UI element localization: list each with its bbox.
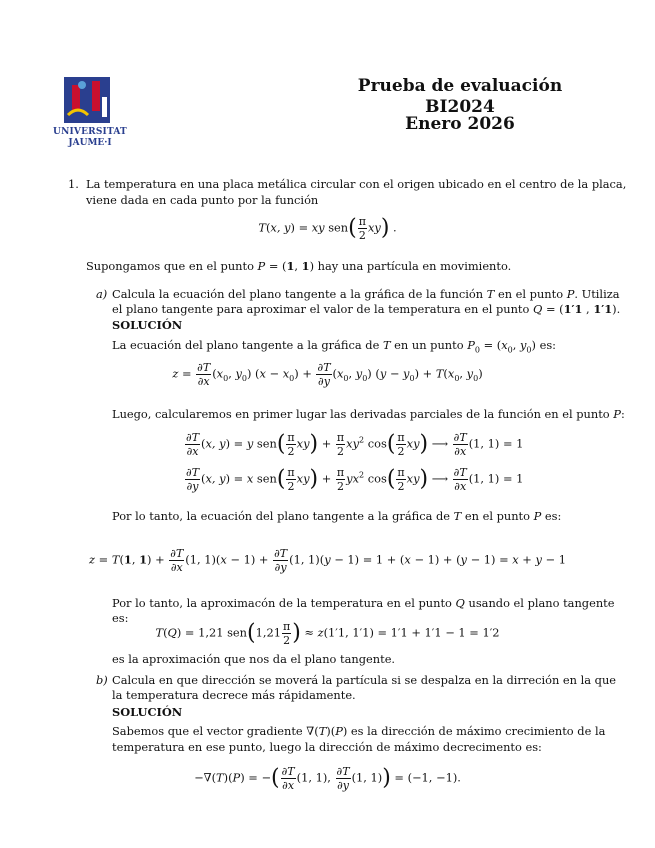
university-emblem-icon [52, 75, 128, 127]
part-a-solution-line3: Por lo tanto, la ecuación del plano tangente a la gráfica de T en el punto P es: [112, 509, 562, 523]
approximation-equation: T(Q) = 1,21 sen(1,21 $\frac{\pi}{2}$ ) ≈ z(1′1, 1′1) = 1′1 + 1′1 − 1 = 1′2 [155, 620, 500, 647]
part-a-solution-line4: Por lo tanto, la aproximacón de la temperatura en el punto Q usando el plano tangente [112, 596, 615, 610]
part-b-solution-line2: temperatura en ese punto, luego la dirección de máximo decrecimento es: [112, 740, 542, 754]
temperature-function-equation: T(x, y) = xy sen( $\frac{\pi}{2}$ xy) . [258, 215, 397, 242]
logo-text-2: JAUME·I [68, 138, 112, 148]
part-a-solution-line5: es la aproximación que nos da el plano tangente. [112, 652, 396, 666]
problem-intro-line2: viene dada en cada punto por la función [86, 193, 319, 207]
exam-date: Enero 2026 [405, 114, 515, 134]
part-a-line2: el plano tangente para aproximar el valor de la temperatura en el punto Q = (1′1 , 1′1). [112, 302, 621, 316]
part-a-label: a) [96, 287, 108, 301]
tangent-plane-at-p-equation: z = T(1, 1) + $\frac{\partial T}{\partial x}$ (1, 1)(x − 1) + $\frac{\partial T}{\partial y}$ (1, 1)(y − 1) = 1 + (x − 1) + (y − 1) = x + y − 1 [89, 547, 566, 574]
part-b-line2: la temperatura decrece más rápidamente. [112, 688, 356, 702]
partial-derivative-y-equation: $\frac{\partial T}{\partial y}$ (x, y) = x sen( $\frac{\pi}{2}$ xy) + $\frac{\pi}{2}$ $yx^2$ cos( $\frac{\pi}{2}$ xy) ⟶ $\frac{\partial T}{\partial x}$ (1, 1) = 1 [186, 466, 524, 493]
part-a-line1: Calcula la ecuación del plano tangente a la gráfica de la función T en el punto P. Utiliza [112, 287, 620, 301]
part-b-solution-line1: Sabemos que el vector gradiente ∇(T)(P) es la dirección de máximo crecimiento de la [112, 724, 606, 738]
part-a-solution-heading: SOLUCIÓN [112, 318, 183, 332]
logo-text-1: UNIVERSITAT [53, 127, 127, 137]
suppose-line: Supongamos que en el punto P = (1, 1) hay una partícula en movimiento. [86, 259, 512, 273]
course-code: BI2024 [425, 97, 495, 117]
negative-gradient-equation: −∇(T)(P) = −( $\frac{\partial T}{\partial x}$ (1, 1), $\frac{\partial T}{\partial y}$ (1, 1)) = (−1, −1). [194, 765, 461, 792]
part-b-label: b) [96, 673, 108, 687]
part-a-solution-line4b: es: [112, 611, 129, 625]
part-a-solution-line2: Luego, calcularemos en primer lugar las derivadas parciales de la función en el punto P: [112, 407, 625, 421]
problem-number: 1. [68, 177, 79, 191]
part-b-line1: Calcula en que dirección se moverá la partícula si se despalza en la dirreción en la que [112, 673, 617, 687]
part-b-solution-heading: SOLUCIÓN [112, 705, 183, 719]
part-a-solution-line1: La ecuación del plano tangente a la gráfica de T en un punto $P_0 = (x_0$, $y_0$) es: [112, 338, 557, 355]
exam-title: Prueba de evaluación [357, 76, 563, 96]
university-logo [52, 75, 128, 149]
partial-derivative-x-equation: $\frac{\partial T}{\partial x}$ (x, y) = y sen( $\frac{\pi}{2}$ xy) + $\frac{\pi}{2}$ $xy^2$ cos( $\frac{\pi}{2}$ xy) ⟶ $\frac{\partial T}{\partial x}$ (1, 1) = 1 [186, 431, 524, 458]
problem-intro-line1: La temperatura en una placa metálica circular con el origen ubicado en el centro de la placa, [86, 177, 627, 191]
tangent-plane-general-equation: z = $\frac{\partial T}{\partial x}$ ($x_0$, $y_0$) $(x - x_0)$ + $\frac{\partial T}{\partial y}$ ($x_0$, $y_0$) $(y - y_0) + T(x_0$, $y_0$) [172, 361, 483, 388]
